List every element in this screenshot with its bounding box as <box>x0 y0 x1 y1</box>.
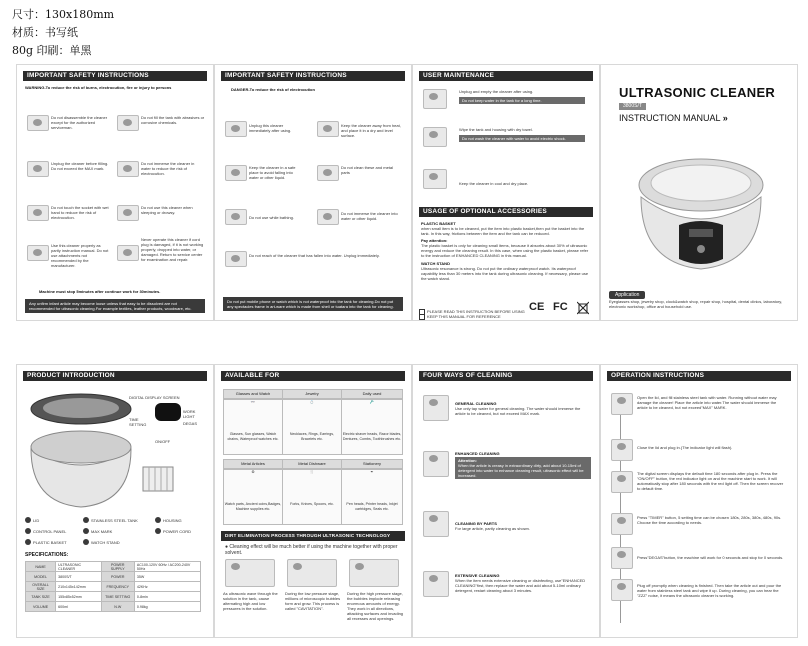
way-title: GENERAL CLEANING <box>455 401 497 406</box>
danger-item: Do not immerse the cleaner into water or other liquid. <box>341 211 398 221</box>
stand-text: Ultrasonic resonance is strong. Do not put the ordinary waterproof watch. Its waterproof capability less than 30 meters into the tank during ultrasonic cleaning. If necessary, please use the watch stand. <box>421 266 589 281</box>
operation-step: Press "TIMER" button, 5 setting time can be chosen 180s, 280s, 380s, 480s, 90s. Choose the time according to needs. <box>637 515 782 525</box>
warning-illustration <box>27 161 49 177</box>
panel-product-intro <box>16 364 214 638</box>
safety-item: Do not immerse the cleaner in water to reduce the risk of electrocution. <box>141 161 195 176</box>
danger-illustration <box>317 209 339 225</box>
panel-header: OPERATION INSTRUCTIONS <box>607 371 791 381</box>
spec-print: 80g 印刷：单黑 <box>12 44 92 57</box>
category-header: Metal Articles <box>223 459 283 469</box>
attention-box: Attention: When the article is creasy in extraordinary dirty, add about 10-15ml of detergent into water to enhance cleaning result, ultrasonic effect will be increased. <box>455 457 591 479</box>
cover-model: 3800S/T <box>619 103 646 110</box>
table-row: OVERALL SIZE 210x145x142mm FREQUENCY 42KHz <box>26 582 201 592</box>
unplug-illustration <box>423 89 447 109</box>
pen-icon: ✒ <box>370 470 374 474</box>
safety-item: Unplug the cleaner before filling. Do not exceed the MAX mark. <box>51 161 109 171</box>
panel-safety-2 <box>214 64 412 321</box>
dirt-step: During the low pressure stage, millions of microscopic bubbles form and grow. This process is called "CAVITATION". <box>285 591 341 611</box>
part-marker <box>83 539 89 545</box>
warning-illustration <box>117 115 139 131</box>
safety-item: Do not use this cleaner when sleeping or drowsy. <box>141 205 193 215</box>
general-cleaning-illustration <box>423 395 449 421</box>
maintenance-warning: Do not wash the cleaner with water to avoid electric shock. <box>459 135 585 142</box>
safety-item: Do not disassemble the cleaner except for the authorized serviceman. <box>51 115 108 130</box>
basket-text: when small item is to be cleaned, put the item into plastic basket,then put the basket into the tank. In this way, frictions between the item and the tank can be reduced. <box>421 226 585 236</box>
label-degas: DEGAS <box>183 421 198 426</box>
panel-safety-1 <box>16 64 214 321</box>
part-max-mark: MAX MARK <box>91 529 113 534</box>
panel-available-for <box>214 364 412 638</box>
category-cell: 🪒 Electric shaver heads, Razor blades, Dentures, Combs, Toothbrushes etc. <box>341 399 403 455</box>
operation-step: The digital screen displays the default time 180 seconds after plug in. Press the "ON/OFF" button, the red indicator light on and the machine start to work. It will automatically stop after 180 seconds with the red light off. Then the screen recover to default time. <box>637 471 784 491</box>
label-onoff: ON/OFF <box>155 439 171 444</box>
warning-illustration <box>117 161 139 177</box>
storage-illustration <box>423 169 447 189</box>
extensive-cleaning-illustration <box>423 571 449 597</box>
part-basket: PLASTIC BASKET <box>33 540 67 545</box>
part-marker <box>155 528 161 534</box>
way-text: Use only tap water for general cleaning. The water should immerse the article to be cleaned, but not exceed MAX mark. <box>455 406 581 416</box>
maintenance-step: Unplug and empty the cleaner after using. <box>459 89 534 94</box>
checkbox-read: PLEASE READ THIS INSTRUCTION BEFORE USING <box>419 309 529 315</box>
table-row: TANK SIZE 155x85x52mm TIME SETTING 0-8min <box>26 592 201 602</box>
wipe-illustration <box>423 127 447 147</box>
table-row: VOLUME 600ml N.W 0.98kg <box>26 602 201 612</box>
step-illustration <box>611 471 633 493</box>
stand-title: WATCH STAND <box>421 261 450 266</box>
warning-illustration <box>117 245 139 261</box>
danger-illustration <box>225 165 247 181</box>
category-header: Jewelry <box>282 389 342 399</box>
panel-four-ways <box>412 364 600 638</box>
warning-illustration <box>27 205 49 221</box>
part-marker <box>25 517 31 523</box>
panel-cover <box>600 64 798 321</box>
spec-title: SPECIFICATIONS: <box>25 552 69 558</box>
operation-step: Close the lid and plug in.(The indicator light will flash). <box>637 445 733 450</box>
panel-header: AVAILABLE FOR <box>221 371 405 381</box>
way-title: CLEANING BY PARTS <box>455 521 497 526</box>
panel-header: USER MAINTENANCE <box>419 71 593 81</box>
danger-illustration <box>317 165 339 181</box>
double-chevron-icon: » <box>722 113 728 123</box>
panel-header: PRODUCT INTRODUCTION <box>23 371 207 381</box>
fork-icon: 🍴 <box>309 470 315 474</box>
danger-item: Keep the cleaner in a safe place to avoid falling into water or other liquid. <box>249 165 296 180</box>
application-label: Application <box>609 291 645 299</box>
spec-material: 材质：书写纸 <box>12 26 78 39</box>
panel-header: IMPORTANT SAFETY INSTRUCTIONS <box>23 71 207 81</box>
label-work-light: WORK LIGHT <box>183 409 196 419</box>
part-marker <box>83 528 89 534</box>
way-title: ENHANCED CLEANING <box>455 451 500 456</box>
part-marker <box>155 517 161 523</box>
safety-item: Use this cleaner properly as partly instruction manual. Do not use attachments not recommended by the manufacturer. <box>51 243 109 268</box>
operation-step: Plug off promptly when cleaning is finished. Then take the article out and pour the water from stainless steel tank and wipe it up. During cleaning, you can hear the "ZZZ" noise, it means the ultrasonic cleaner is working. <box>637 583 782 598</box>
part-watch-stand: WATCH STAND <box>91 540 120 545</box>
panel-operation <box>600 364 798 638</box>
category-header: Stationery <box>341 459 403 469</box>
warning-illustration <box>117 205 139 221</box>
panel-maintenance <box>412 64 600 321</box>
danger-illustration <box>317 121 339 137</box>
part-control-panel: CONTROL PANEL <box>33 529 67 534</box>
infant-note: Any unfirm infant article may become loose unless that easy to be dissolved are not recommended for ultrasonic cleaning.For example textiles, leather products, woodware, etc. <box>25 299 205 313</box>
danger-text: DANGER-To reduce the risk of electrocution <box>231 87 315 92</box>
application-text: Eyeglasses shop, jewelry shop, clock&watch shop, repair shop, hospital, dental clinics, laboratory, electronic workshop, office and household use. <box>609 299 783 309</box>
safety-item: Do not fill the tank with abrasives or corrosive chemicals. <box>141 115 205 125</box>
operation-step: Open the lid, and fill stainless steel tank with water. Running without water may damage the cleaner! Place the article into water.The water should immerse the article to be cleaned, but not exceed"MAX" MARK. <box>637 395 777 410</box>
coin-icon: ⚙ <box>251 470 255 474</box>
weee-bin-icon <box>577 301 589 315</box>
step-illustration <box>611 547 633 569</box>
category-header: Daily used <box>341 389 403 399</box>
cleaner-diagram-image <box>23 387 143 512</box>
part-power-cord: POWER CORD <box>163 529 191 534</box>
danger-item: Do not clean these and metal parts <box>341 165 394 175</box>
pay-title: Pay attention: <box>421 238 448 243</box>
dirt-step: During the high pressure stage, the bubbles implode releasing enormous amounts of energy. They work in all directions, attacking surfaces and invading all recesses and openings. <box>347 591 404 621</box>
part-housing: HOUSING <box>163 518 182 523</box>
glasses-icon: 👓 <box>250 400 256 404</box>
cleaner-product-image <box>631 151 771 281</box>
way-text: For large article, partly cleaning as shown. <box>455 526 530 531</box>
step-illustration <box>611 513 633 535</box>
cover-subtitle: INSTRUCTION MANUAL » <box>619 113 728 123</box>
danger-illustration <box>225 209 247 225</box>
warning-text: WARNING-To reduce the risk of burns, electrocution, fire or injury to persons <box>25 85 172 90</box>
cover-title: ULTRASONIC CLEANER <box>619 85 776 100</box>
part-marker <box>25 539 31 545</box>
ring-icon: 💍 <box>309 400 315 404</box>
step-illustration <box>611 393 633 415</box>
accessories-header: USAGE OF OPTIONAL ACCESSORIES <box>419 207 593 217</box>
panel-header: FOUR WAYS OF CLEANING <box>419 371 593 381</box>
implode-illustration <box>349 559 399 587</box>
warning-illustration <box>27 115 49 131</box>
label-time-setting: TIME SETTING <box>129 417 147 427</box>
way-text: When the item needs extensive cleaning or disinfecting, use"ENHANCED CLEANING"first, then replace the water and add about 5-10ml ordinary detergent, restart cleaning about 3 minutes. <box>455 578 586 593</box>
table-row: NAME ULTRASONIC CLEANER POWER SUPPLY AC100-120V 60Hz / AC200-240V 50Hz <box>26 562 201 572</box>
dirt-subtitle: ● Cleaning effect will be much better if using the machine together with proper solvent. <box>225 544 398 556</box>
maintenance-warning: Do not keep water in the tank for a long time. <box>459 97 585 104</box>
checkbox-keep: KEEP THIS MANUAL FOR REFERENCE <box>419 314 529 320</box>
maintenance-step: Keep the cleaner in cool and dry place. <box>459 181 529 186</box>
device-note: Do not put mobile phone or watch which is not waterproof into the tank for cleaning.Do not put any spectacles frame in art-ware which is made from shell or tuatara into the tank for cleaning. <box>223 297 403 311</box>
danger-item: Do not use while bathing. <box>249 215 294 220</box>
step-illustration <box>611 579 633 601</box>
safety-item: Never operate this cleaner if cord plug is damaged, if it is not working properly, dropped into water, or damaged. Return to service center for examination and repair. <box>141 237 204 262</box>
category-cell: ✒ Pen heads, Printer heads, Inkjet cartridges, Seals etc. <box>341 469 403 525</box>
basket-diagram-image <box>139 457 179 497</box>
panel-header: IMPORTANT SAFETY INSTRUCTIONS <box>221 71 405 81</box>
maintenance-step: Wipe the tank and housing with dry towel. <box>459 127 533 132</box>
danger-item: Do not reach of the cleaner that has fallen into water. Unplug immediately. <box>249 253 380 258</box>
parts-cleaning-illustration <box>423 511 449 537</box>
control-panel-display <box>155 403 181 421</box>
part-marker <box>83 517 89 523</box>
dirt-step: As ultrasonic wave through the solution in the tank, cause alternating high and low pressures in the solution. <box>223 591 278 611</box>
step-illustration <box>611 439 633 461</box>
basket-title: PLASTIC BASKET <box>421 221 456 226</box>
operation-step: Press"DEGAS"button, the machine will work for 0 seconds and stop for 0 seconds. <box>637 555 784 560</box>
bubble-illustration <box>287 559 337 587</box>
safety-item: Do not touch the socket with wet hand to reduce the risk of electrocution. <box>51 205 109 220</box>
razor-icon: 🪒 <box>369 400 375 404</box>
table-row: MODEL 3800S/T POWER 35W <box>26 572 201 582</box>
warning-illustration <box>27 245 49 261</box>
ce-mark: CE <box>529 301 545 313</box>
way-title: EXTENSIVE CLEANING <box>455 573 500 578</box>
wave-illustration <box>225 559 275 587</box>
pay-text: The plastic basket is only for cleaning small items, because it absorbs about 30% of ultrasonic energy and reduce the cleaning result. In this case, when using the plastic basket, please refer to the instruction of ENHANCED CLEANING in this manual. <box>421 243 589 258</box>
category-header: Glasses and Watch <box>223 389 283 399</box>
label-digital: DIGITAL DISPLAY SCREEN <box>129 395 180 400</box>
enhanced-cleaning-illustration <box>423 451 449 477</box>
danger-item: Unplug this cleaner immediately after using. <box>249 123 292 133</box>
spec-table <box>25 561 201 612</box>
category-cell: 🍴 Forks, Knives, Spoons, etc. <box>282 469 342 525</box>
spec-size: 尺寸：130x180mm <box>12 8 115 21</box>
category-header: Metal Dishware <box>282 459 342 469</box>
dirt-header: DIRT ELIMINATION PROCESS THROUGH ULTRASONIC TECHNOLOGY <box>221 531 405 541</box>
category-cell: 👓 Glasses, Sun glasses, Watch chains, Waterproof watches etc. <box>223 399 283 455</box>
fcc-mark: FC <box>553 301 568 313</box>
danger-illustration <box>225 121 247 137</box>
part-tank: STAINLESS STEEL TANK <box>91 518 138 523</box>
danger-illustration <box>225 251 247 267</box>
category-cell: ⚙ Watch parts, Ancient coins,Badges, Machine supplies etc. <box>223 469 283 525</box>
part-marker <box>25 528 31 534</box>
part-lid: LID <box>33 518 40 523</box>
danger-item: Keep the cleaner away from heat, and place it in a dry and level surface. <box>341 123 401 138</box>
category-cell: 💍 Necklaces, Rings, Earrings, Bracelets etc. <box>282 399 342 455</box>
machine-note: Machine must stop 5minutes after continue work for 30minutes. <box>39 289 161 294</box>
